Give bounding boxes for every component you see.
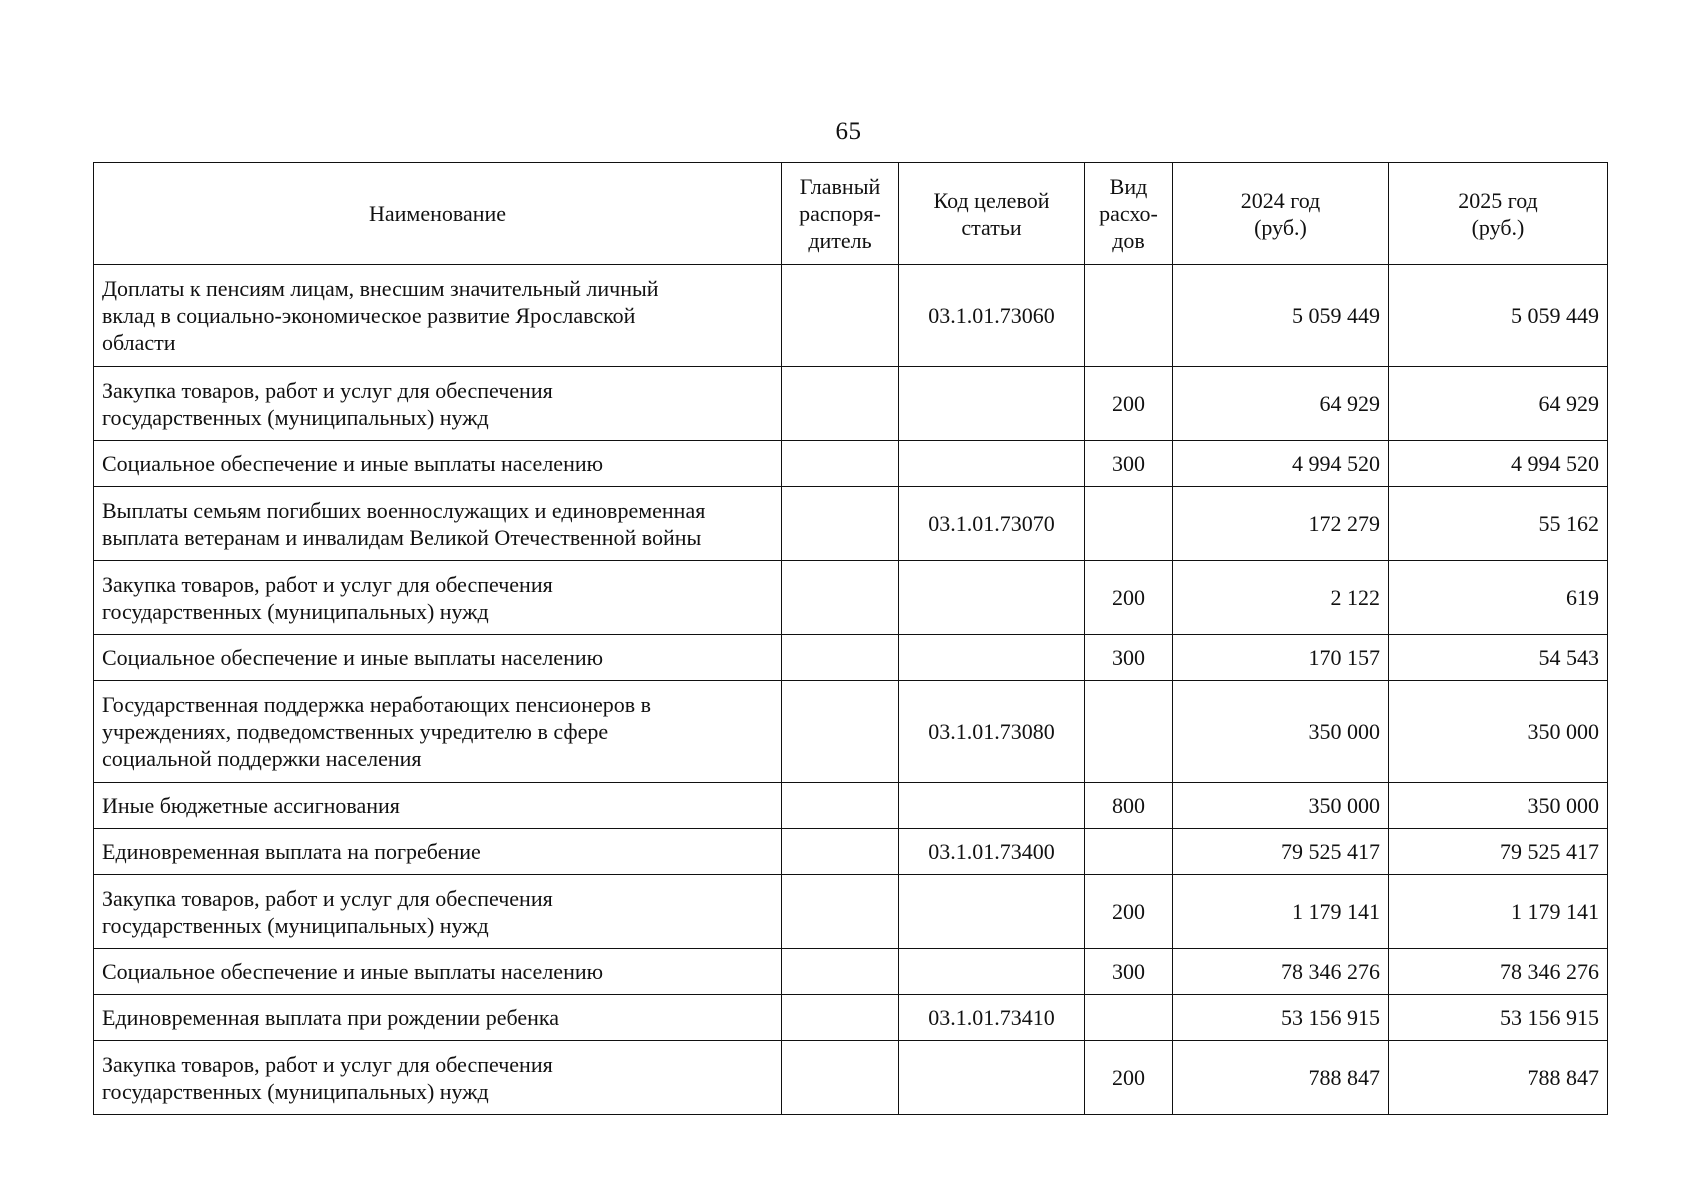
row-name xyxy=(94,995,782,1041)
header-target-code-line: статьи xyxy=(961,214,1022,240)
row-expense-type xyxy=(1085,681,1173,783)
row-amount-2024: 788 847 xyxy=(1173,1041,1389,1115)
row-amount-2024: 64 929 xyxy=(1173,367,1389,441)
row-target-code: 03.1.01.73060 xyxy=(899,265,1085,367)
row-amount-2024: 172 279 xyxy=(1173,487,1389,561)
row-chief-admin xyxy=(782,949,899,995)
row-expense-type xyxy=(1085,995,1173,1041)
row-name xyxy=(94,441,782,487)
row-expense-type: 300 xyxy=(1085,949,1173,995)
row-chief-admin xyxy=(782,829,899,875)
row-expense-type: 300 xyxy=(1085,441,1173,487)
row-amount-2025: 350 000 xyxy=(1389,783,1608,829)
row-name xyxy=(94,265,782,367)
row-name xyxy=(94,367,782,441)
row-amount-2024: 350 000 xyxy=(1173,783,1389,829)
row-target-code xyxy=(899,949,1085,995)
header-year-2024-line: 2024 год xyxy=(1240,187,1321,213)
row-name-line: Закупка товаров, работ и услуг для обеспечения xyxy=(102,885,553,911)
row-name-line: государственных (муниципальных) нужд xyxy=(102,404,489,430)
table-row xyxy=(94,829,1608,875)
row-chief-admin xyxy=(782,783,899,829)
header-chief-admin-line: распоря- xyxy=(799,201,881,226)
row-name-line: Выплаты семьям погибших военнослужащих и единовременная xyxy=(102,497,706,523)
row-name-line: Единовременная выплата при рождении ребенка xyxy=(102,1005,560,1030)
row-chief-admin xyxy=(782,561,899,635)
row-expense-type xyxy=(1085,265,1173,367)
row-name-line: вклад в социально-экономическое развитие Ярославской xyxy=(102,303,636,328)
row-amount-2025: 53 156 915 xyxy=(1389,995,1608,1041)
row-amount-2025: 4 994 520 xyxy=(1389,441,1608,487)
table-row xyxy=(94,441,1608,487)
row-expense-type xyxy=(1085,829,1173,875)
row-name-line: Государственная поддержка неработающих пенсионеров в xyxy=(102,692,651,717)
row-chief-admin xyxy=(782,995,899,1041)
row-name xyxy=(94,487,782,561)
header-year-2024-line: (руб.) xyxy=(1254,214,1307,240)
table-row xyxy=(94,995,1608,1041)
row-amount-2025: 78 346 276 xyxy=(1389,949,1608,995)
table-row xyxy=(94,367,1608,441)
row-chief-admin xyxy=(782,487,899,561)
row-name-line: области xyxy=(102,330,176,355)
row-name-line: Доплаты к пенсиям лицам, внесшим значительный личный xyxy=(102,276,659,301)
row-name xyxy=(94,783,782,829)
row-amount-2025: 55 162 xyxy=(1389,487,1608,561)
header-chief-admin xyxy=(782,163,899,265)
row-expense-type: 300 xyxy=(1085,635,1173,681)
row-name-line: Закупка товаров, работ и услуг для обеспечения xyxy=(102,1051,553,1077)
row-target-code xyxy=(899,635,1085,681)
row-amount-2024: 78 346 276 xyxy=(1173,949,1389,995)
row-chief-admin xyxy=(782,367,899,441)
header-expense-type xyxy=(1085,163,1173,265)
row-chief-admin xyxy=(782,441,899,487)
row-name-line: Социальное обеспечение и иные выплаты населению xyxy=(102,959,604,984)
header-year-2024 xyxy=(1173,163,1389,265)
table-row xyxy=(94,487,1608,561)
row-chief-admin xyxy=(782,635,899,681)
row-amount-2025: 64 929 xyxy=(1389,367,1608,441)
row-name xyxy=(94,561,782,635)
row-expense-type: 200 xyxy=(1085,1041,1173,1115)
row-name-line: Иные бюджетные ассигнования xyxy=(102,793,400,818)
row-target-code xyxy=(899,1041,1085,1115)
row-chief-admin xyxy=(782,265,899,367)
row-amount-2024: 5 059 449 xyxy=(1173,265,1389,367)
row-name-line: социальной поддержки населения xyxy=(102,746,422,771)
row-amount-2025: 788 847 xyxy=(1389,1041,1608,1115)
table-row xyxy=(94,635,1608,681)
table-row xyxy=(94,1041,1608,1115)
row-name-line: Единовременная выплата на погребение xyxy=(102,839,481,864)
row-amount-2024: 4 994 520 xyxy=(1173,441,1389,487)
row-target-code xyxy=(899,875,1085,949)
table-row xyxy=(94,265,1608,367)
row-name-line: государственных (муниципальных) нужд xyxy=(102,1078,489,1104)
row-expense-type: 800 xyxy=(1085,783,1173,829)
row-name xyxy=(94,949,782,995)
header-target-code xyxy=(899,163,1085,265)
row-name xyxy=(94,829,782,875)
row-amount-2024: 170 157 xyxy=(1173,635,1389,681)
header-name: Наименование xyxy=(94,163,782,265)
row-name-line: государственных (муниципальных) нужд xyxy=(102,912,489,938)
row-target-code: 03.1.01.73080 xyxy=(899,681,1085,783)
row-name xyxy=(94,635,782,681)
table-header-row xyxy=(94,163,1608,265)
row-amount-2025: 619 xyxy=(1389,561,1608,635)
row-name-line: Социальное обеспечение и иные выплаты населению xyxy=(102,645,604,670)
table-row xyxy=(94,681,1608,783)
table-row xyxy=(94,949,1608,995)
row-amount-2025: 5 059 449 xyxy=(1389,265,1608,367)
row-chief-admin xyxy=(782,875,899,949)
row-name-line: выплата ветеранам и инвалидам Великой Отечественной войны xyxy=(102,524,702,550)
row-target-code xyxy=(899,561,1085,635)
row-target-code xyxy=(899,783,1085,829)
row-amount-2024: 2 122 xyxy=(1173,561,1389,635)
row-amount-2024: 79 525 417 xyxy=(1173,829,1389,875)
row-target-code: 03.1.01.73400 xyxy=(899,829,1085,875)
row-name xyxy=(94,1041,782,1115)
row-expense-type xyxy=(1085,487,1173,561)
row-amount-2024: 53 156 915 xyxy=(1173,995,1389,1041)
row-name-line: Закупка товаров, работ и услуг для обеспечения xyxy=(102,377,553,403)
table-body xyxy=(94,265,1608,1115)
row-expense-type: 200 xyxy=(1085,875,1173,949)
table-row xyxy=(94,875,1608,949)
row-target-code: 03.1.01.73410 xyxy=(899,995,1085,1041)
row-amount-2025: 54 543 xyxy=(1389,635,1608,681)
page-number: 65 xyxy=(835,118,862,145)
row-chief-admin xyxy=(782,681,899,783)
table-row xyxy=(94,783,1608,829)
row-amount-2024: 350 000 xyxy=(1173,681,1389,783)
row-name-line: Социальное обеспечение и иные выплаты населению xyxy=(102,451,604,476)
row-amount-2024: 1 179 141 xyxy=(1173,875,1389,949)
row-amount-2025: 1 179 141 xyxy=(1389,875,1608,949)
budget-table xyxy=(93,162,1608,1115)
row-expense-type: 200 xyxy=(1085,561,1173,635)
header-expense-type-line: дов xyxy=(1112,228,1145,253)
row-name xyxy=(94,681,782,783)
row-amount-2025: 350 000 xyxy=(1389,681,1608,783)
table-row xyxy=(94,561,1608,635)
row-name-line: учреждениях, подведомственных учредителю в сфере xyxy=(102,719,609,744)
row-target-code: 03.1.01.73070 xyxy=(899,487,1085,561)
row-target-code xyxy=(899,367,1085,441)
row-target-code xyxy=(899,441,1085,487)
row-name-line: Закупка товаров, работ и услуг для обеспечения xyxy=(102,571,553,597)
row-expense-type: 200 xyxy=(1085,367,1173,441)
header-year-2025 xyxy=(1389,163,1608,265)
header-year-2025-line: 2025 год xyxy=(1458,187,1538,213)
row-chief-admin xyxy=(782,1041,899,1115)
header-expense-type-line: расхо- xyxy=(1099,201,1158,226)
row-name xyxy=(94,875,782,949)
row-amount-2025: 79 525 417 xyxy=(1389,829,1608,875)
header-expense-type-line: Вид xyxy=(1109,174,1148,199)
header-year-2025-line: (руб.) xyxy=(1471,214,1525,240)
header-chief-admin-line: дитель xyxy=(808,228,872,253)
header-target-code-line: Код целевой xyxy=(933,187,1050,213)
header-chief-admin-line: Главный xyxy=(799,174,881,199)
row-name-line: государственных (муниципальных) нужд xyxy=(102,598,489,624)
